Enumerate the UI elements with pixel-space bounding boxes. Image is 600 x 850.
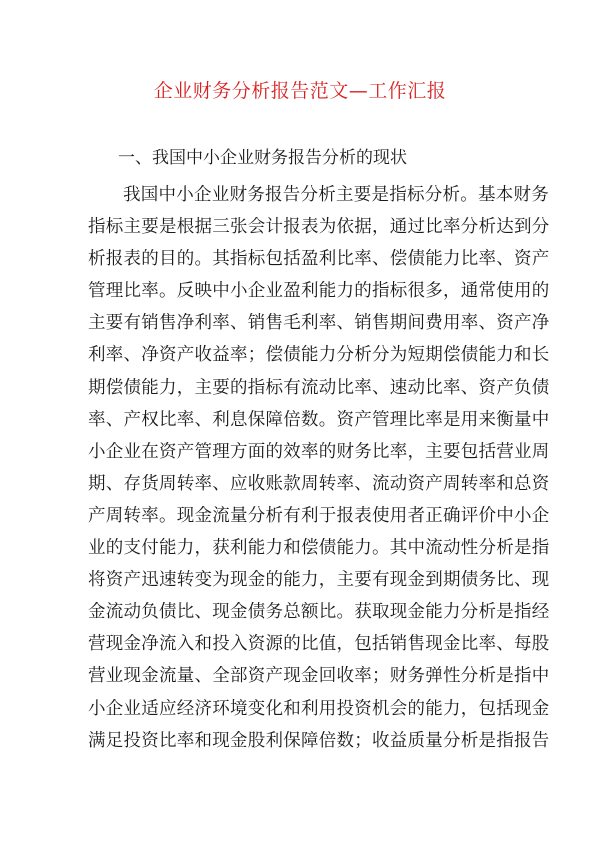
paragraph-line: 析报表的目的。其指标包括盈利比率、偿债能力比率、资产 <box>88 249 550 270</box>
paragraph-line: 管理比率。反映中小企业盈利能力的指标很多，通常使用的 <box>88 281 550 302</box>
paragraph-line: 率、产权比率、利息保障倍数。资产管理比率是用来衡量中 <box>88 409 550 430</box>
section-heading: 一、我国中小企业财务报告分析的现状 <box>118 148 407 168</box>
paragraph-line: 小企业在资产管理方面的效率的财务比率，主要包括营业周 <box>88 441 550 462</box>
paragraph-line: 利率、净资产收益率；偿债能力分析分为短期偿债能力和长 <box>88 345 550 366</box>
paragraph-line: 产周转率。现金流量分析有利于报表使用者正确评价中小企 <box>88 505 550 526</box>
document-title: 企业财务分析报告范文—工作汇报 <box>153 80 447 102</box>
paragraph-line: 我国中小企业财务报告分析主要是指标分析。基本财务 <box>123 185 549 205</box>
paragraph-line: 金流动负债比、现金债务总额比。获取现金能力分析是指经 <box>88 602 550 623</box>
paragraph-line: 将资产迅速转变为现金的能力，主要有现金到期债务比、现 <box>88 570 550 591</box>
paragraph-line: 指标主要是根据三张会计报表为依据，通过比率分析达到分 <box>88 217 550 238</box>
body-paragraph <box>88 179 550 757</box>
paragraph-line: 业的支付能力，获利能力和偿债能力。其中流动性分析是指 <box>88 538 550 559</box>
paragraph-line: 期偿债能力，主要的指标有流动比率、速动比率、资产负债 <box>88 377 550 398</box>
paragraph-line: 营现金净流入和投入资源的比值，包括销售现金比率、每股 <box>88 634 550 655</box>
paragraph-line: 期、存货周转率、应收账款周转率、流动资产周转率和总资 <box>88 473 550 494</box>
paragraph-line: 主要有销售净利率、销售毛利率、销售期间费用率、资产净 <box>88 313 550 334</box>
paragraph-line: 满足投资比率和现金股利保障倍数；收益质量分析是指报告 <box>88 730 550 751</box>
paragraph-line: 小企业适应经济环境变化和利用投资机会的能力，包括现金 <box>88 698 550 719</box>
paragraph-line: 营业现金流量、全部资产现金回收率；财务弹性分析是指中 <box>88 666 550 687</box>
